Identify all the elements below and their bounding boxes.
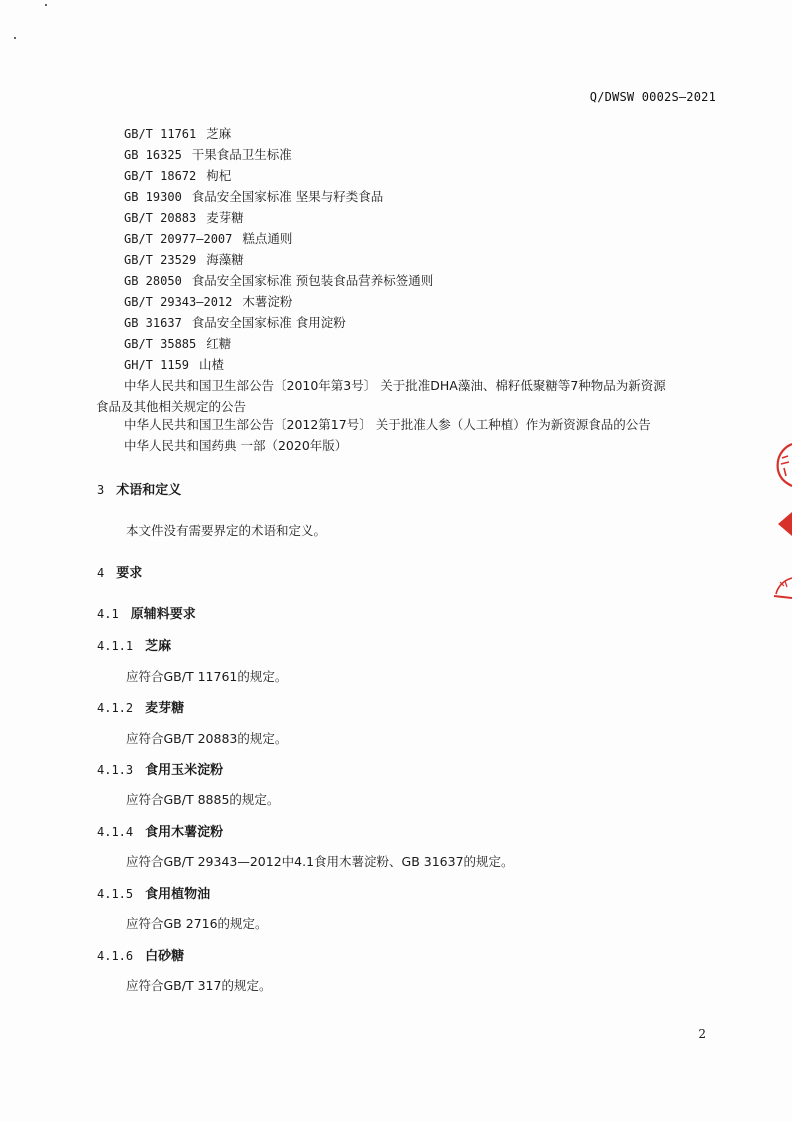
reference-item: GB/T 29343—2012 木薯淀粉	[124, 294, 293, 309]
section-3-body: 本文件没有需要界定的术语和定义。	[126, 523, 327, 538]
document-code: Q/DWSW 0002S—2021	[589, 90, 716, 104]
announcement-3: 中华人民共和国药典 一部（2020年版）	[124, 438, 348, 453]
reference-item: GB/T 23529 海藻糖	[124, 252, 244, 267]
red-seal-stamp-icon	[772, 440, 792, 610]
section-4-1-1-body: 应符合GB/T 11761的规定。	[126, 669, 288, 684]
section-heading-4-1-4: 4.1.4 食用木薯淀粉	[97, 825, 224, 840]
reference-item: GB 19300 食品安全国家标准 坚果与籽类食品	[124, 189, 384, 204]
section-heading-4-1-6: 4.1.6 白砂糖	[97, 949, 185, 964]
section-4-1-2-body: 应符合GB/T 20883的规定。	[126, 731, 288, 746]
page-number: 2	[698, 1027, 706, 1041]
section-heading-4-1: 4.1 原辅料要求	[97, 607, 196, 622]
reference-item: GB/T 11761 芝麻	[124, 126, 232, 141]
announcement-1: 中华人民共和国卫生部公告〔2010年第3号〕 关于批准DHA藻油、棉籽低聚糖等7种物品为新资源 食品及其他相关规定的公告	[96, 378, 666, 414]
section-heading-3: 3 术语和定义	[97, 483, 182, 498]
reference-item: GH/T 1159 山楂	[124, 357, 225, 372]
reference-item: GB/T 20883 麦芽糖	[124, 210, 244, 225]
scan-speck	[14, 37, 16, 39]
reference-item: GB 28050 食品安全国家标准 预包装食品营养标签通则	[124, 273, 434, 288]
scan-speck	[45, 4, 47, 6]
section-heading-4-1-1: 4.1.1 芝麻	[97, 639, 172, 654]
section-heading-4-1-2: 4.1.2 麦芽糖	[97, 701, 185, 716]
reference-item: GB/T 18672 枸杞	[124, 168, 232, 183]
reference-item: GB 31637 食品安全国家标准 食用淀粉	[124, 315, 346, 330]
reference-item: GB/T 20977—2007 糕点通则	[124, 231, 293, 246]
section-heading-4-1-3: 4.1.3 食用玉米淀粉	[97, 763, 224, 778]
section-4-1-6-body: 应符合GB/T 317的规定。	[126, 978, 272, 993]
announcement-2: 中华人民共和国卫生部公告〔2012第17号〕 关于批准人参（人工种植）作为新资源食品的公告	[124, 417, 651, 432]
reference-item: GB 16325 干果食品卫生标准	[124, 147, 292, 162]
section-4-1-5-body: 应符合GB 2716的规定。	[126, 916, 268, 931]
reference-item: GB/T 35885 红糖	[124, 336, 232, 351]
section-heading-4: 4 要求	[97, 566, 143, 581]
normative-references	[124, 123, 724, 375]
section-4-1-3-body: 应符合GB/T 8885的规定。	[126, 792, 280, 807]
section-4-1-4-body: 应符合GB/T 29343—2012中4.1食用木薯淀粉、GB 31637的规定。	[126, 854, 514, 869]
section-heading-4-1-5: 4.1.5 食用植物油	[97, 887, 211, 902]
